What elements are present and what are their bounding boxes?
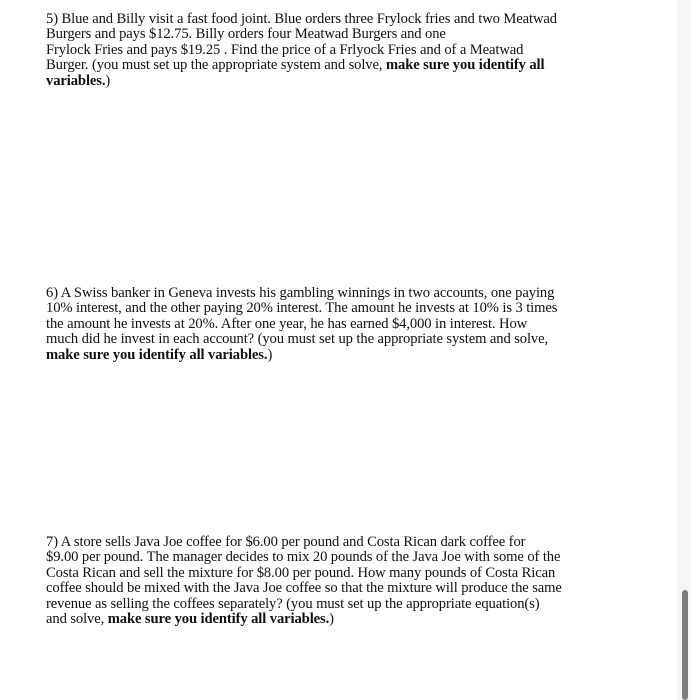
problem-7-line-5: revenue as selling the coffees separately? (you must set up the appropriate equation(s)	[46, 595, 540, 612]
problem-6-emphasis: make sure you identify all variables.	[46, 346, 268, 363]
problem-5-emphasis: make sure you identify all	[385, 57, 545, 74]
problem-7-line-1: 7) A store sells Java Joe coffee for $6.00 per pound and Costa Rican dark coffee for	[46, 534, 526, 550]
problem-5-line-2: Burgers and pays $12.75. Billy orders four Meatwad Burgers and one	[46, 26, 446, 43]
problem-5-line-3: Frylock Fries and pays $19.25 . Find the price of a Frlyock Fries and of a Meatwad	[46, 41, 524, 58]
problem-5-line-5: variables.)	[46, 72, 111, 89]
problem-6-line-2: 10% interest, and the other paying 20% interest. The amount he invests at 10% is 3 times	[46, 300, 558, 317]
problem-7-line-2: $9.00 per pound. The manager decides to mix 20 pounds of the Java Joe with some of the	[46, 549, 561, 566]
problem-7-line-6: and solve, make sure you identify all variables.)	[46, 611, 334, 628]
problem-5	[46, 12, 574, 89]
problem-5-line-1: 5) Blue and Billy visit a fast food joint. Blue orders three Frylock fries and two Meatwad	[46, 11, 557, 27]
vertical-scrollbar[interactable]	[677, 0, 691, 700]
problem-7-emphasis: make sure you identify all variables.	[107, 611, 330, 628]
problem-7	[46, 535, 574, 627]
problem-6-line-1: 6) A Swiss banker in Geneva invests his gambling winnings in two accounts, one paying	[46, 285, 555, 301]
problem-6-line-5: make sure you identify all variables.)	[46, 346, 273, 363]
problem-5-emphasis-cont: variables.	[46, 72, 106, 89]
problem-6-line-4: much did he invest in each account? (you must set up the appropriate system and solve,	[46, 331, 549, 348]
problem-7-line-4: coffee should be mixed with the Java Joe coffee so that the mixture will produce the same	[46, 580, 562, 597]
scrollbar-thumb[interactable]	[682, 590, 688, 700]
problem-5-line-4: Burger. (you must set up the appropriate system and solve, make sure you identify all	[46, 57, 545, 74]
problem-7-line-3: Costa Rican and sell the mixture for $8.00 per pound. How many pounds of Costa Rican	[46, 564, 556, 581]
problem-6-line-3: the amount he invests at 20%. After one year, he has earned $4,000 in interest. How	[46, 315, 528, 332]
problem-6	[46, 286, 574, 363]
